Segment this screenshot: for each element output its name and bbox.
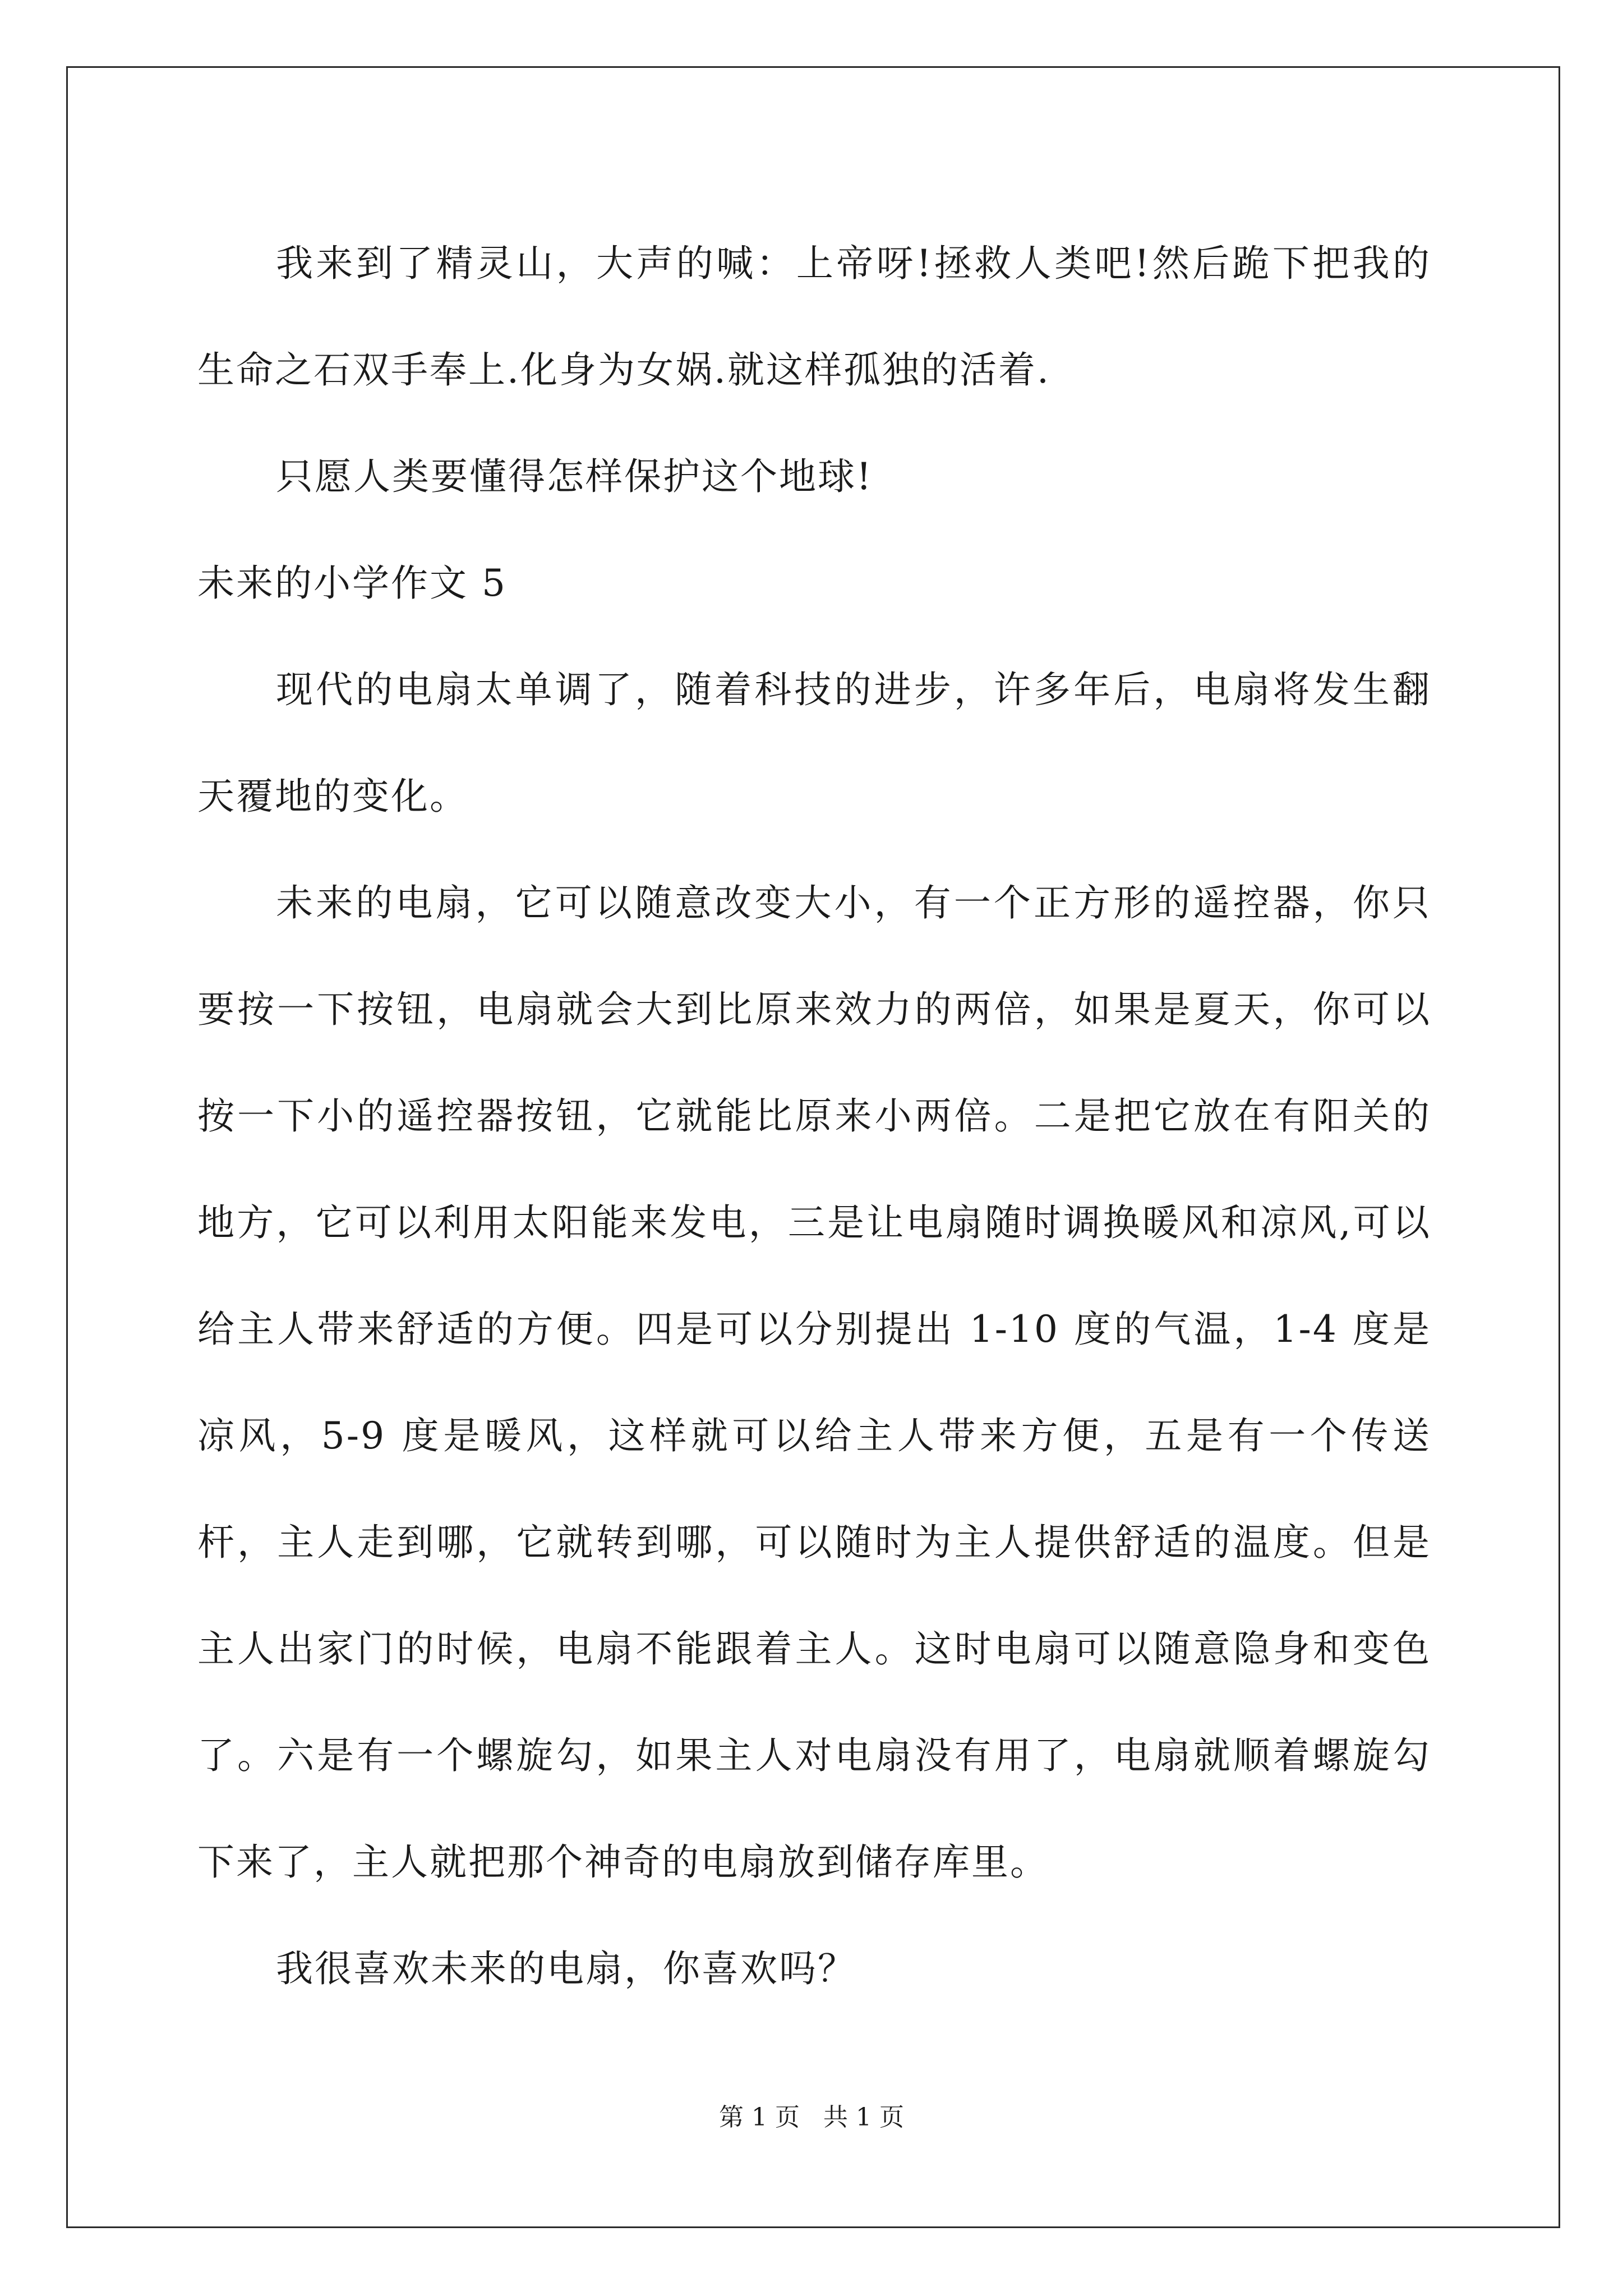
essay-title: 未来的小学作文 5 <box>197 562 507 605</box>
page-total: 共 1 页 <box>823 2103 904 2132</box>
page-number: 第 1 页 <box>719 2103 800 2132</box>
paragraph-future-fan: 未来的电扇，它可以随意改变大小，有一个正方形的遥控器，你只要按一下按钮，电扇就会大到比原来效力的两倍，如果是夏天，你可以按一下小的遥控器按钮，它就能比原来小两倍。二是把它放在有阳关的地方，它可以利用太阳能来发电，三是让电扇随时调换暖风和凉风,可以给主人带来舒适的方便。四是可以分别提出 1-10 度的气温，1-4 度是凉风，5-9 度是暖风，这样就可以给主人带来方便，五是有一个传送杆，主人走到哪，它就转到哪，可以随时为主人提供舒适的温度。但是主人出家门的时候，电扇不能跟着主人。这时电扇可以随意隐身和变色了。六是有一个螺旋勾，如果主人对电扇没有用了，电扇就顺着螺旋勾下来了，主人就把那个神奇的电扇放到储存库里。 <box>197 881 1431 1884</box>
page-footer <box>0 2101 1623 2134</box>
paragraph-intro: 现代的电扇太单调了，随着科技的进步，许多年后，电扇将发生翻天覆地的变化。 <box>197 668 1431 818</box>
document-body <box>197 210 1431 2022</box>
paragraph-closing: 我很喜欢未来的电扇，你喜欢吗？ <box>276 1947 856 1990</box>
paragraph-prayer: 我来到了精灵山，大声的喊：上帝呀!拯救人类吧!然后跪下把我的生命之石双手奉上.化身为女娲.就这样孤独的活着. <box>197 242 1431 392</box>
paragraph-wish: 只愿人类要懂得怎样保护这个地球! <box>276 455 873 498</box>
